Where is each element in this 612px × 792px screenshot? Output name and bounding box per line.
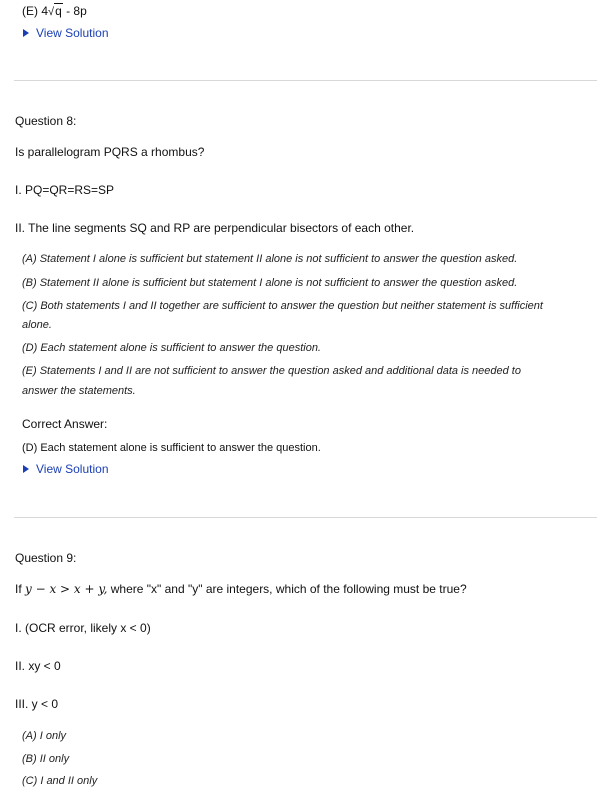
question-9-option-b: (B) II only — [22, 753, 70, 765]
sqrt-symbol: √q — [48, 4, 62, 18]
option-e-prefix: (E) 4 — [22, 4, 49, 18]
question-8-option-c-cont: alone. — [22, 319, 52, 331]
stem-suffix: where "x" and "y" are integers, which of the following must be true? — [110, 582, 467, 596]
prev-option-e — [22, 4, 87, 19]
stem-prefix: If — [15, 582, 22, 596]
prev-view-solution-link[interactable] — [23, 26, 109, 40]
question-9-option-c: (C) I and II only — [22, 775, 98, 787]
question-8-option-b: (B) Statement II alone is sufficient but statement I alone is not sufficient to answer the question asked. — [22, 277, 518, 289]
question-8-option-e: (E) Statements I and II are not sufficient to answer the question asked and additional data is needed to — [22, 365, 521, 377]
radicand: q — [55, 4, 62, 18]
question-8-statement-1: I. PQ=QR=RS=SP — [15, 183, 115, 197]
correct-answer-label: Correct Answer: — [22, 417, 108, 431]
question-8-heading: Question 8: — [15, 114, 77, 128]
correct-answer-value: (D) Each statement alone is sufficient to answer the question. — [22, 442, 321, 454]
divider — [14, 80, 597, 81]
question-9-statement-2: II. xy < 0 — [15, 659, 61, 673]
view-solution-label: View Solution — [36, 462, 109, 476]
q8-view-solution-link[interactable] — [23, 462, 109, 476]
triangle-right-icon — [23, 465, 29, 473]
question-9-heading: Question 9: — [15, 551, 77, 565]
question-8-stem: Is parallelogram PQRS a rhombus? — [15, 145, 205, 159]
divider — [14, 517, 597, 518]
question-9-statement-3: III. y < 0 — [15, 697, 59, 711]
question-8-option-d: (D) Each statement alone is sufficient to answer the question. — [22, 342, 321, 354]
question-8-option-a: (A) Statement I alone is sufficient but statement II alone is not sufficient to answer the question asked. — [22, 253, 518, 265]
view-solution-label: View Solution — [36, 26, 109, 40]
triangle-right-icon — [23, 29, 29, 37]
question-9-statement-1: I. (OCR error, likely x < 0) — [15, 621, 151, 635]
stem-math: y − x > x + y, — [25, 582, 108, 596]
question-8-option-e-cont: answer the statements. — [22, 385, 136, 397]
question-8-statement-2: II. The line segments SQ and RP are perpendicular bisectors of each other. — [15, 221, 415, 235]
question-9-option-a: (A) I only — [22, 730, 67, 742]
option-e-suffix: - 8p — [66, 4, 87, 18]
question-8-option-c: (C) Both statements I and II together are sufficient to answer the question but neither statement is sufficient — [22, 300, 543, 312]
question-9-stem — [15, 582, 467, 596]
